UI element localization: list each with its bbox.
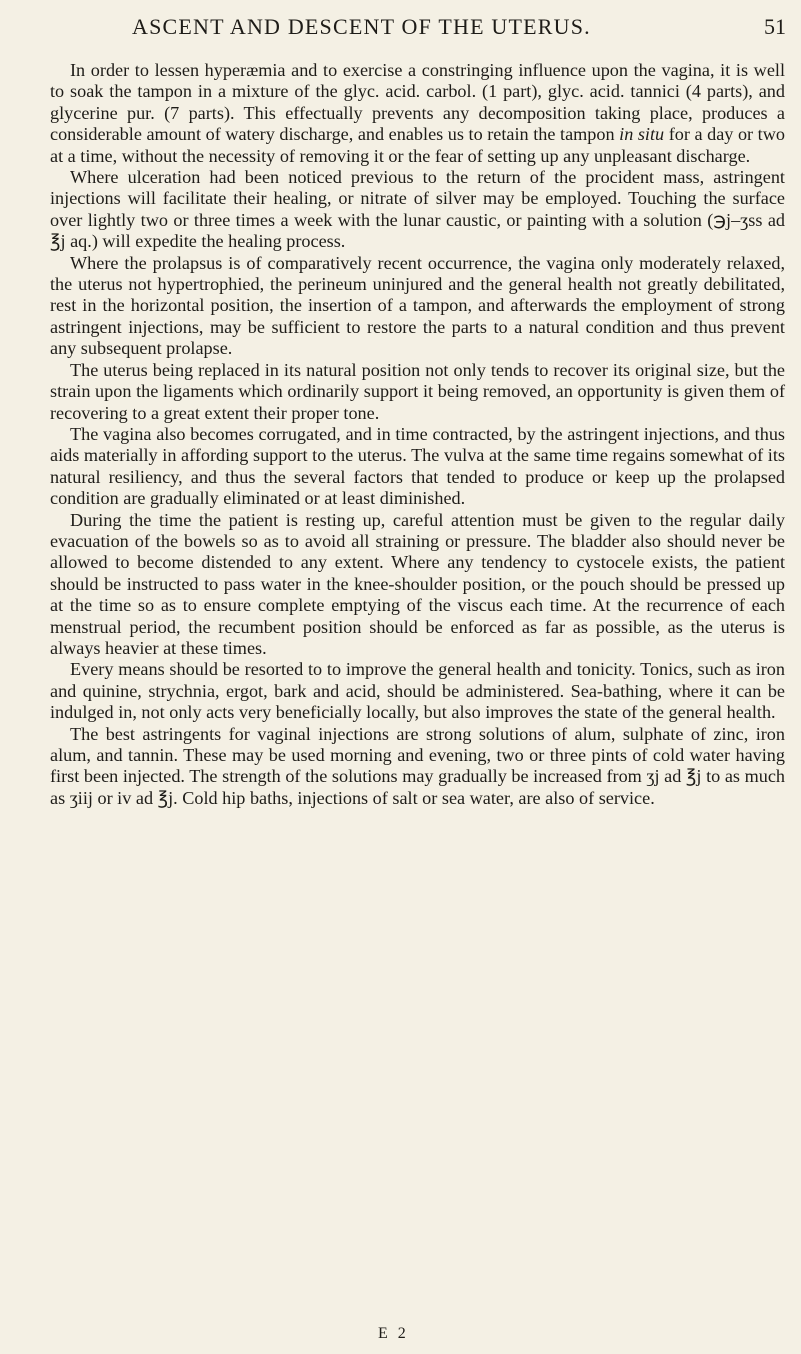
body-text [50, 60, 785, 809]
paragraph-tampon-mixture [50, 60, 785, 167]
paragraph-recent-prolapsus: Where the prolapsus is of comparatively recent occurrence, the vagina only moderately relaxed, the uterus not hypertrophied, the perineum uninjured and the general health not greatly debilitated, rest in the horizontal position, the insertion of a tampon, and afterwards the employment of strong astringent injections, may be sufficient to restore the parts to a natural condition and thus prevent any subsequent prolapse. [50, 252, 785, 359]
running-head [50, 8, 800, 44]
paragraph-resting-care: During the time the patient is resting up, careful attention must be given to the regular daily evacuation of the bowels so as to avoid all straining or pressure. The bladder also should never be allowed to become distended to any extent. Where any tendency to cystocele exists, the patient should be instructed to pass water in the knee-shoulder position, or the pouch should be pressed up at the time so as to ensure complete emptying of the viscus each time. At the recurrence of each menstrual period, the recumbent position should be enforced as far as possible, as the uterus is always heavier at these times. [50, 509, 785, 658]
italic-phrase: in situ [619, 124, 665, 145]
paragraph-text-continued: for a day or two at a time, without the necessity of removing it or the fear of setting up any unpleasant discharge. [50, 124, 785, 166]
signature-mark: E 2 [378, 1325, 409, 1342]
paragraph-general-health: Every means should be resorted to to improve the general health and tonicity. Tonics, such as iron and quinine, strychnia, ergot, bark and acid, should be administered. Sea-bathing, where it can be indulged in, not only acts very beneficially locally, but also improves the state of the general health. [50, 659, 785, 723]
paragraph-text: In order to lessen hyperæmia and to exercise a constringing influence upon the vagina, it is well to soak the tampon in a mixture of the glyc. acid. carbol. (1 part), glyc. acid. tannici (4 parts), and glycerine pur. (7 parts). This effectually prevents any decomposition taking place, produces a considerable amount of watery discharge, and enables us to retain the tampon [50, 60, 785, 145]
page-number: 51 [764, 14, 786, 39]
paragraph-vagina-corrugated: The vagina also becomes corrugated, and in time contracted, by the astringent injections, and thus aids materially in affording support to the uterus. The vulva at the same time regains somewhat of its natural resiliency, and thus the several factors that tended to produce or keep up the prolapsed condition are gradually eliminated or at least diminished. [50, 423, 785, 509]
paragraph-uterus-replaced: The uterus being replaced in its natural position not only tends to recover its original size, but the strain upon the ligaments which ordinarily support it being removed, an opportunity is given them of recovering to a great extent their proper tone. [50, 359, 785, 423]
paragraph-astringents: The best astringents for vaginal injections are strong solutions of alum, sulphate of zinc, iron alum, and tannin. These may be used morning and evening, two or three pints of cold water having first been injected. The strength of the solutions may gradually be increased from ʒj ad ℥j to as much as ʒiij or iv ad ℥j. Cold hip baths, injections of salt or sea water, are also of service. [50, 723, 785, 808]
running-title: ASCENT AND DESCENT OF THE UTERUS. [132, 14, 591, 39]
paragraph-ulceration: Where ulceration had been noticed previous to the return of the procident mass, astringent injections will facilitate their healing, or nitrate of silver may be employed. Touching the surface over lightly two or three times a week with the lunar caustic, or painting with a solution (℈j–ʒss ad ℥j aq.) will expedite the healing process. [50, 167, 785, 252]
